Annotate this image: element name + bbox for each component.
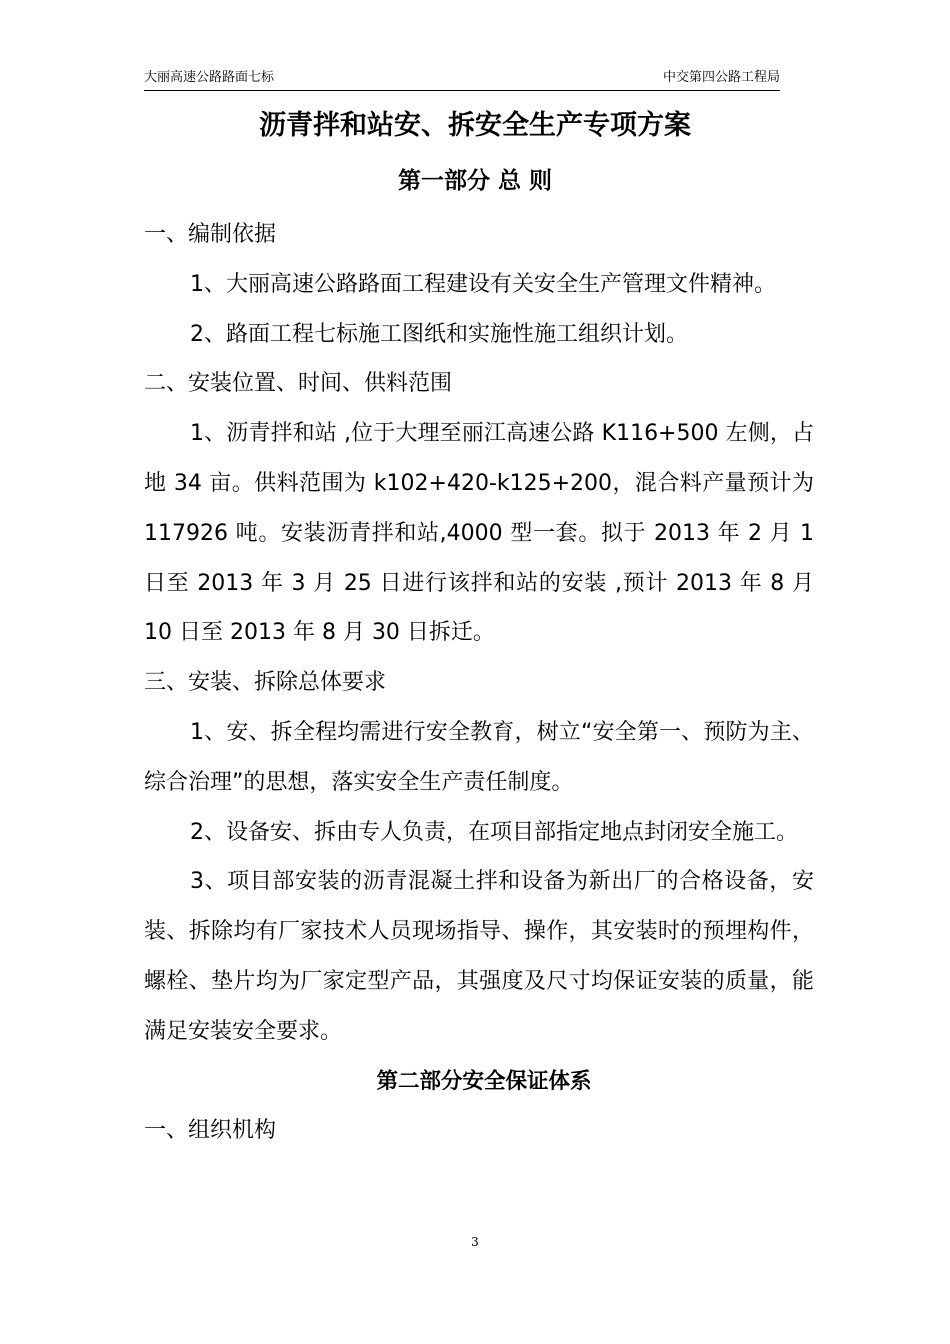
section-title-part-two: 第二部分安全保证体系: [376, 1068, 592, 1094]
heading-general-requirements: 三、安装、拆除总体要求: [144, 670, 387, 696]
paragraph-requirement-2: 2、设备安、拆由专人负责，在项目部指定地点封闭安全施工。: [190, 819, 798, 845]
section-title-part-one: 第一部分 总 则: [397, 168, 552, 194]
paragraph-basis-2: 2、路面工程七标施工图纸和实施性施工组织计划。: [190, 321, 688, 347]
heading-organization: 一、组织机构: [144, 1118, 277, 1144]
heading-location-time-supply: 二、安装位置、时间、供料范围: [144, 371, 453, 397]
document-title: 沥青拌和站安、拆安全生产专项方案: [259, 110, 691, 141]
heading-basis: 一、编制依据: [144, 222, 277, 247]
page-number: 3: [471, 1235, 479, 1249]
page-header: [144, 68, 780, 91]
header-project-name: 大丽高速公路路面七标: [144, 70, 275, 85]
document-body: [144, 210, 814, 1156]
paragraph-requirement-1: 1、安、拆全程均需进行安全教育，树立“安全第一、预防为主、综合治理”的思想，落实安全生产责任制度。: [144, 719, 814, 795]
paragraph-requirement-3: 3、项目部安装的沥青混凝土拌和设备为新出厂的合格设备，安装、拆除均有厂家技术人员现场指导、操作，其安装时的预埋构件，螺栓、垫片均为厂家定型产品，其强度及尺寸均保证安装的质量，能满足安装安全要求。: [144, 869, 814, 1044]
header-company-name: 中交第四公路工程局: [662, 70, 780, 85]
paragraph-basis-1: 1、大丽高速公路路面工程建设有关安全生产管理文件精神。: [190, 271, 776, 297]
paragraph-location-details: 1、沥青拌和站 ,位于大理至丽江高速公路 K116+500 左侧，占地 34 亩。供料范围为 k102+420-k125+200，混合料产量预计为 117926 吨。安装沥青拌和站,4000 型一套。拟于 2013 年 2 月 1 日至 2013 年 3 月 25 日进行该拌和站的安装 ,预计 2013 年 8 月 10 日至 2013 年 8 月 30 日拆迁。: [144, 421, 814, 646]
